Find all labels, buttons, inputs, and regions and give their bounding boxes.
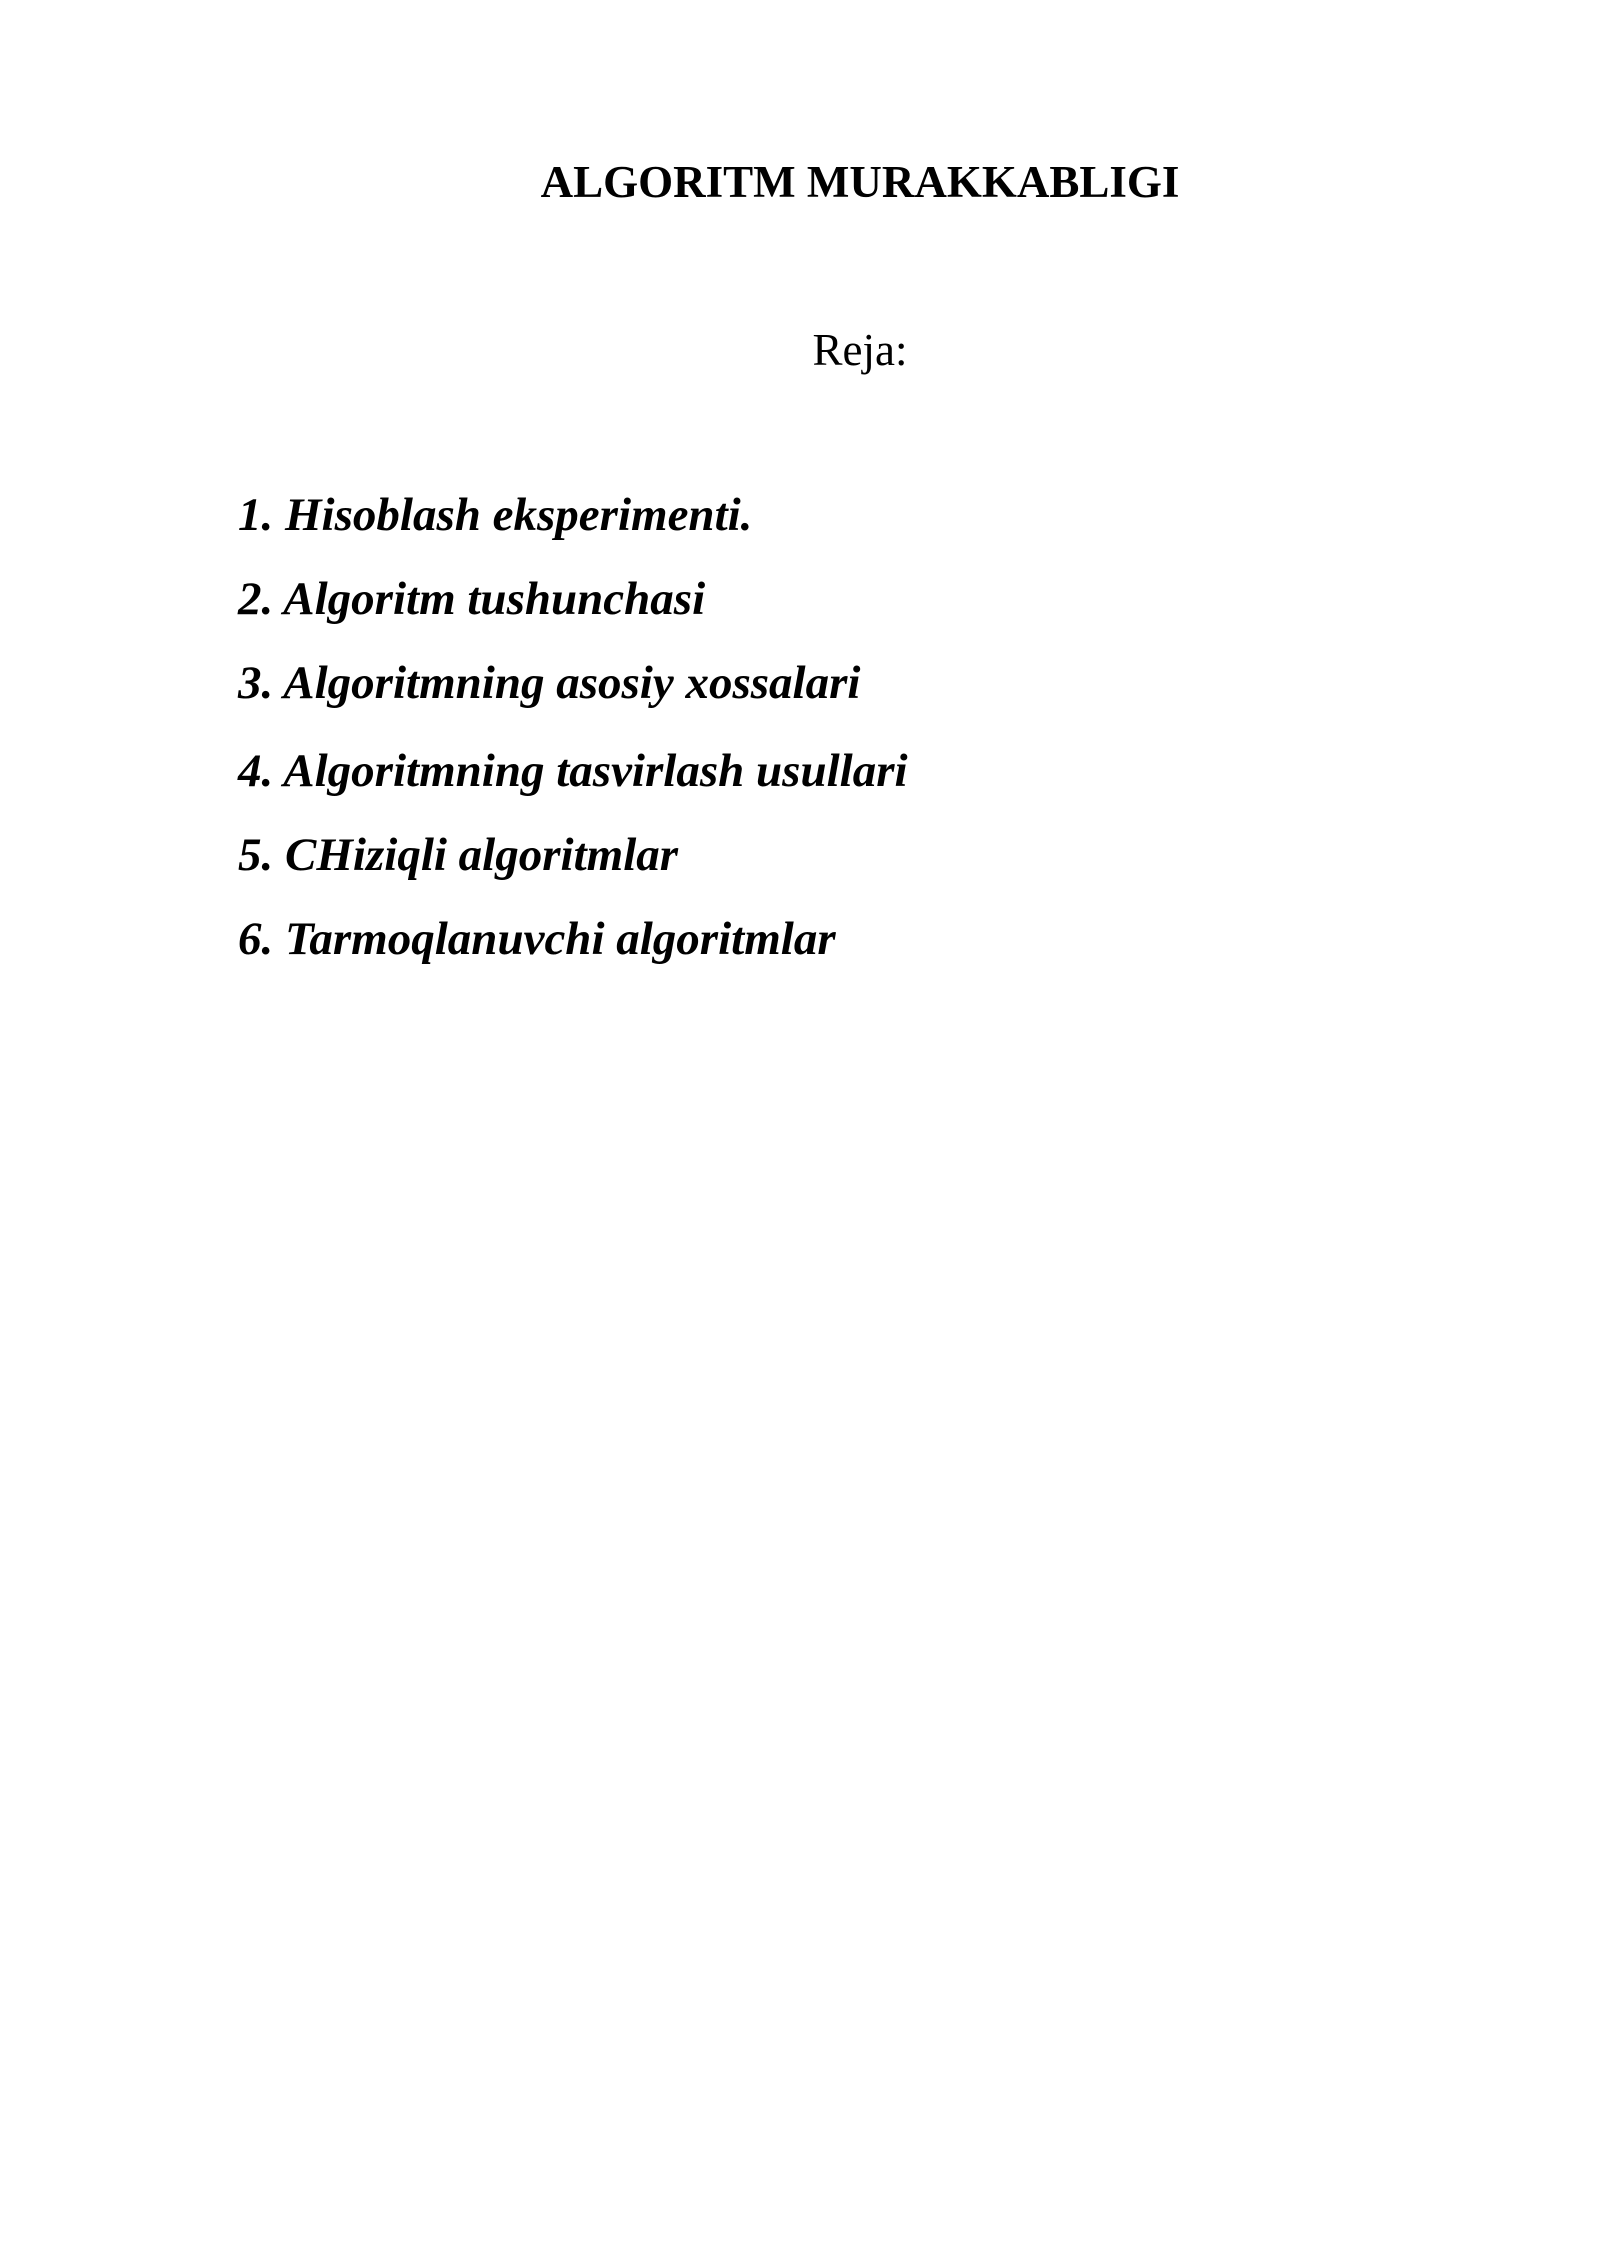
plan-item-2: 2. Algoritm tushunchasi: [238, 573, 706, 625]
plan-list: [238, 485, 908, 969]
plan-item-1: 1. Hisoblash eksperimenti.: [238, 489, 753, 541]
plan-heading: Reja:: [812, 325, 908, 375]
document-title: ALGORITM MURAKKABLIGI: [540, 157, 1180, 207]
plan-item-4: 4. Algoritmning tasvirlash usullari: [238, 745, 908, 797]
plan-item-6: 6. Tarmoqlanuvchi algoritmlar: [238, 913, 836, 965]
plan-item-5: 5. CHiziqli algoritmlar: [238, 829, 679, 881]
plan-item-3: 3. Algoritmning asosiy xossalari: [238, 657, 861, 709]
